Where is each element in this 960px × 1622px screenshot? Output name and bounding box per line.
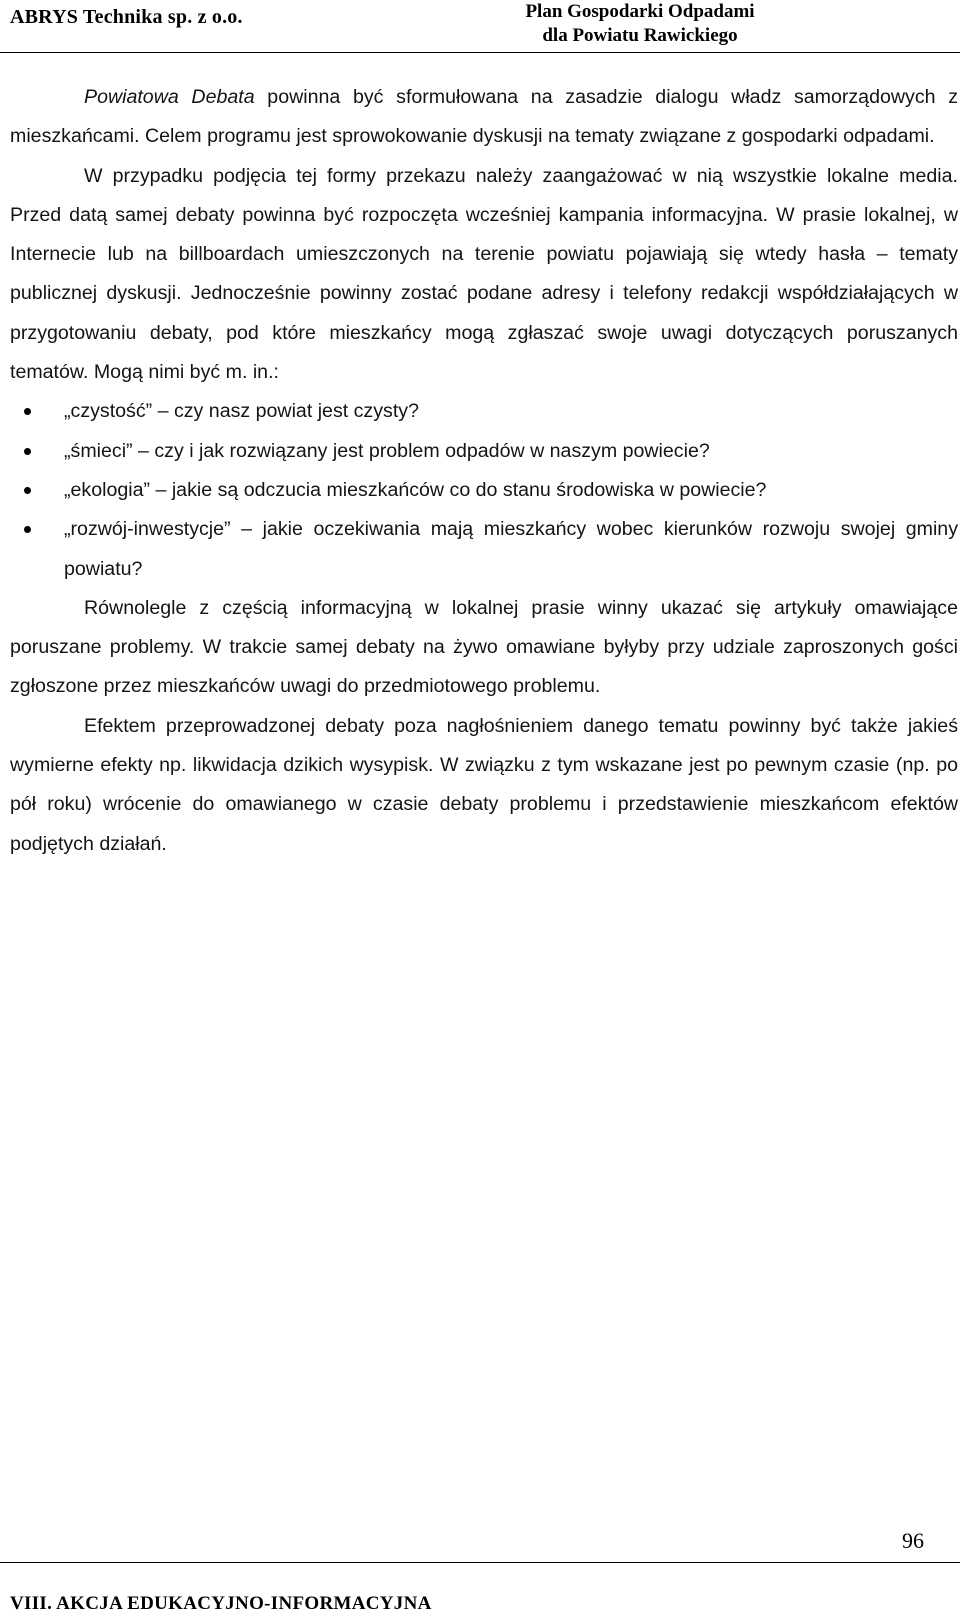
list-item-text: „ekologia” – jakie są odczucia mieszkańców co do stanu środowiska w powiecie? xyxy=(64,478,767,501)
header-divider xyxy=(0,52,960,53)
page-header xyxy=(0,0,960,56)
paragraph-debate-intro xyxy=(10,78,958,157)
list-item-text: „czystość” – czy nasz powiat jest czysty? xyxy=(64,400,419,423)
bullet-icon xyxy=(24,408,31,415)
document-title-line2: dla Powiatu Rawickiego xyxy=(542,25,738,46)
paragraph-media-campaign: W przypadku podjęcia tej formy przekazu należy zaangażować w nią wszystkie lokalne media. Przed datą samej debaty powinna być rozpoczęta wcześniej kampania informacyjna. W prasie lokalnej, w Internecie lub na billboardach umieszczonych na terenie powiatu pojawiają się wtedy hasła – tematy publicznej dyskusji. Jednocześnie powinny zostać podane adresy i telefony redakcji współdziałających w przygotowaniu debaty, pod które mieszkańcy mogą zgłaszać swoje uwagi dotyczących poruszanych tematów. Mogą nimi być m. in.: xyxy=(10,164,958,384)
paragraph-debate-intro-text: powinna być sformułowana na zasadzie dialogu władz samorządowych z mieszkańcami. Celem programu jest sprowokowanie dyskusji na tematy związane z gospodarki odpadami. xyxy=(10,86,958,148)
paragraph-debate-effects: Efektem przeprowadzonej debaty poza nagłośnieniem danego tematu powinny być także jakieś wymierne efekty np. likwidacja dzikich wysypisk. W związku z tym wskazane jest po pewnym czasie (np. po pół roku) wrócenie do omawianego w czasie debaty problemu i przedstawienie mieszkańcom efektów podjętych działań. xyxy=(10,714,958,855)
list-item xyxy=(10,432,958,471)
footer-divider xyxy=(0,1562,960,1563)
document-title xyxy=(510,0,770,48)
page-number: 96 xyxy=(902,1528,924,1553)
topics-list xyxy=(10,392,958,588)
list-item xyxy=(10,392,958,431)
list-item xyxy=(10,510,958,589)
list-item-text: „rozwój-inwestycje” – jakie oczekiwania mają mieszkańcy wobec kierunków rozwoju swojej gminy powiatu? xyxy=(64,518,958,580)
list-item xyxy=(10,471,958,510)
document-title-line1: Plan Gospodarki Odpadami xyxy=(525,1,755,22)
bullet-icon xyxy=(24,526,31,533)
section-title-footer: VIII. AKCJA EDUKACYJNO-INFORMACYJNA xyxy=(10,1593,432,1614)
main-content xyxy=(10,78,958,864)
paragraph-press-articles: Równolegle z częścią informacyjną w lokalnej prasie winny ukazać się artykuły omawiające poruszane problemy. W trakcie samej debaty na żywo omawiane byłyby przy udziale zaproszonych gości zgłoszone przez mieszkańców uwagi do przedmiotowego problemu. xyxy=(10,596,958,698)
bullet-icon xyxy=(24,487,31,494)
bullet-icon xyxy=(24,448,31,455)
list-item-text: „śmieci” – czy i jak rozwiązany jest problem odpadów w naszym powiecie? xyxy=(64,439,710,462)
company-name: ABRYS Technika sp. z o.o. xyxy=(10,6,243,28)
debate-name-italic: Powiatowa Debata xyxy=(84,86,255,108)
